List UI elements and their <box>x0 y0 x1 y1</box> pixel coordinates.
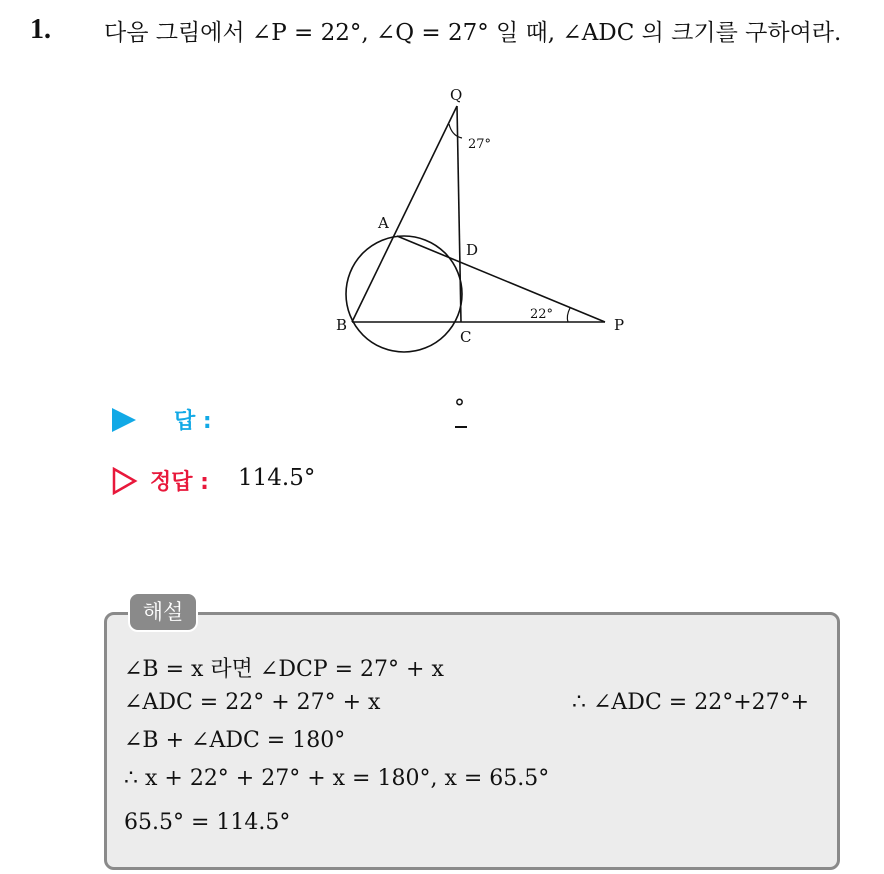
angle-arc-p <box>567 308 570 322</box>
correct-label: 정답 : <box>150 470 209 495</box>
answer-row <box>112 396 512 436</box>
hollow-play-icon <box>112 467 138 495</box>
circle <box>346 236 462 352</box>
label-a: A <box>378 214 389 232</box>
solution-side-note: ∴ ∠ADC = 22°+27°+ <box>572 690 810 715</box>
solution-tab: 해설 <box>128 592 198 632</box>
solution-line-1: ∠B = x 라면 ∠DCP = 27° + x <box>124 657 444 682</box>
angle-arc-q <box>449 124 462 138</box>
answer-label: 답 : <box>174 409 212 434</box>
solution-line-4: ∴ x + 22° + 27° + x = 180°, x = 65.5° <box>124 766 550 791</box>
solution-line-3: ∠B + ∠ADC = 180° <box>124 728 346 753</box>
solution-line-5: 65.5° = 114.5° <box>124 810 291 835</box>
answer-unit: ° <box>454 396 465 421</box>
line-b-q <box>352 106 457 322</box>
label-q: Q <box>450 86 463 104</box>
question-text: 다음 그림에서 ∠P = 22°, ∠Q = 27° 일 때, ∠ADC 의 크기를 구하여라. <box>104 20 842 46</box>
answer-blank-line <box>455 426 467 428</box>
label-c: C <box>460 328 472 346</box>
play-icon <box>112 408 136 432</box>
question-number: 1. <box>30 14 51 45</box>
line-q-c <box>457 106 461 322</box>
geometry-figure <box>330 80 630 370</box>
label-d: D <box>466 241 479 259</box>
label-angle-q: 27° <box>468 137 492 152</box>
solution-line-2: ∠ADC = 22° + 27° + x <box>124 690 381 715</box>
label-b: B <box>336 316 348 334</box>
line-a-p <box>397 236 605 322</box>
label-p: P <box>614 316 625 334</box>
correct-answer-row <box>112 463 512 499</box>
label-angle-p: 22° <box>530 307 554 322</box>
correct-value: 114.5° <box>238 465 316 491</box>
